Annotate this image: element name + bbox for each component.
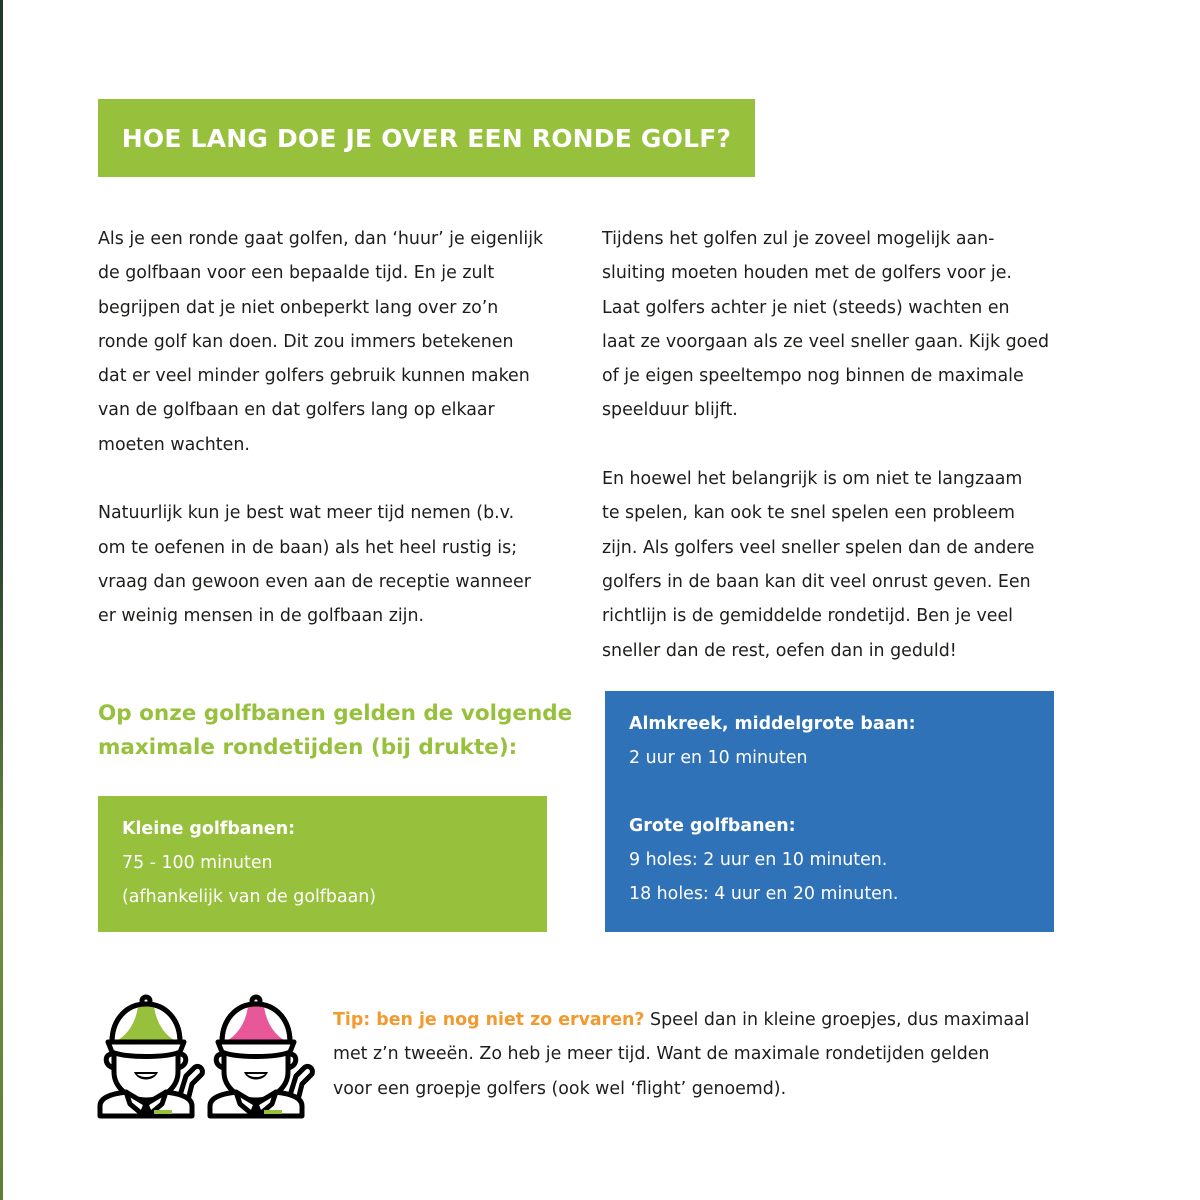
text-line: dat er veel minder golfers gebruik kunnen maken bbox=[98, 366, 530, 387]
left-column bbox=[98, 222, 568, 634]
text-line: En hoewel het belangrijk is om niet te langzaam bbox=[602, 469, 1023, 490]
small-courses-heading: Kleine golfbanen: bbox=[122, 819, 296, 839]
small-courses-note: (afhankelijk van de golfbaan) bbox=[122, 887, 377, 907]
left-paragraph-1 bbox=[98, 222, 568, 462]
text-line: sluiting moeten houden met de golfers voor je. bbox=[602, 263, 1012, 284]
left-paragraph-2 bbox=[98, 496, 568, 633]
large-courses-heading: Grote golfbanen: bbox=[629, 816, 796, 836]
text-line: ronde golf kan doen. Dit zou immers betekenen bbox=[98, 331, 514, 352]
subheading-line: maximale rondetijden (bij drukte): bbox=[98, 735, 518, 760]
page-title: HOE LANG DOE JE OVER EEN RONDE GOLF? bbox=[121, 123, 732, 153]
right-column bbox=[602, 222, 1072, 668]
text-line: laat ze voorgaan als ze veel sneller gaan. Kijk goed bbox=[602, 331, 1049, 352]
small-courses-box bbox=[98, 796, 547, 932]
text-line: Natuurlijk kun je best wat meer tijd nemen (b.v. bbox=[98, 503, 515, 524]
tip-lead: Tip: ben je nog niet zo ervaren? bbox=[333, 1010, 645, 1030]
almkreek-time: 2 uur en 10 minuten bbox=[629, 748, 808, 768]
text-line: richtlijn is de gemiddelde rondetijd. Ben je veel bbox=[602, 606, 1014, 627]
text-line: vraag dan gewoon even aan de receptie wanneer bbox=[98, 571, 531, 592]
text-line: begrijpen dat je niet onbeperkt lang over zo’n bbox=[98, 297, 499, 318]
text-line: om te oefenen in de baan) als het heel rustig is; bbox=[98, 537, 518, 558]
text-line: de golfbaan voor een bepaalde tijd. En je zult bbox=[98, 263, 495, 284]
text-line: van de golfbaan en dat golfers lang op elkaar bbox=[98, 400, 495, 421]
text-line: Tijdens het golfen zul je zoveel mogelijk aan- bbox=[602, 229, 995, 249]
almkreek-heading: Almkreek, middelgrote baan: bbox=[629, 714, 916, 734]
tip-text: met z’n tweeën. Zo heb je meer tijd. Want de maximale rondetijden gelden bbox=[333, 1044, 990, 1065]
tip-paragraph bbox=[333, 1003, 1063, 1106]
text-line: er weinig mensen in de golfbaan zijn. bbox=[98, 606, 425, 627]
text-line: of je eigen speeltempo nog binnen de maximale bbox=[602, 366, 1024, 387]
golfer-icon bbox=[96, 992, 208, 1120]
medium-large-courses-box bbox=[605, 691, 1054, 932]
large-courses-9-holes: 9 holes: 2 uur en 10 minuten. bbox=[629, 850, 888, 870]
text-line: Als je een ronde gaat golfen, dan ‘huur’ je eigenlijk bbox=[98, 229, 544, 249]
text-line: Laat golfers achter je niet (steeds) wachten en bbox=[602, 297, 1010, 318]
small-courses-time: 75 - 100 minuten bbox=[122, 853, 273, 873]
golfers-illustration bbox=[96, 992, 326, 1120]
round-times-subheading bbox=[98, 697, 578, 765]
golfer-icon bbox=[206, 992, 318, 1120]
text-line: zijn. Als golfers veel sneller spelen dan de andere bbox=[602, 537, 1035, 558]
text-line: speelduur blijft. bbox=[602, 400, 738, 421]
right-paragraph-2 bbox=[602, 462, 1072, 668]
text-line: golfers in de baan kan dit veel onrust geven. Een bbox=[602, 571, 1031, 592]
subheading-line: Op onze golfbanen gelden de volgende bbox=[98, 701, 573, 726]
text-line: te spelen, kan ook te snel spelen een probleem bbox=[602, 503, 1015, 524]
text-line: sneller dan de rest, oefen dan in geduld! bbox=[602, 640, 957, 661]
title-banner bbox=[98, 99, 755, 177]
right-paragraph-1 bbox=[602, 222, 1072, 428]
tip-text: Speel dan in kleine groepjes, dus maximaal bbox=[644, 1010, 1030, 1030]
photo-edge-strip bbox=[0, 0, 3, 1200]
text-line: moeten wachten. bbox=[98, 434, 250, 455]
large-courses-18-holes: 18 holes: 4 uur en 20 minuten. bbox=[629, 884, 899, 904]
tip-text: voor een groepje golfers (ook wel ‘flight’ genoemd). bbox=[333, 1078, 787, 1099]
